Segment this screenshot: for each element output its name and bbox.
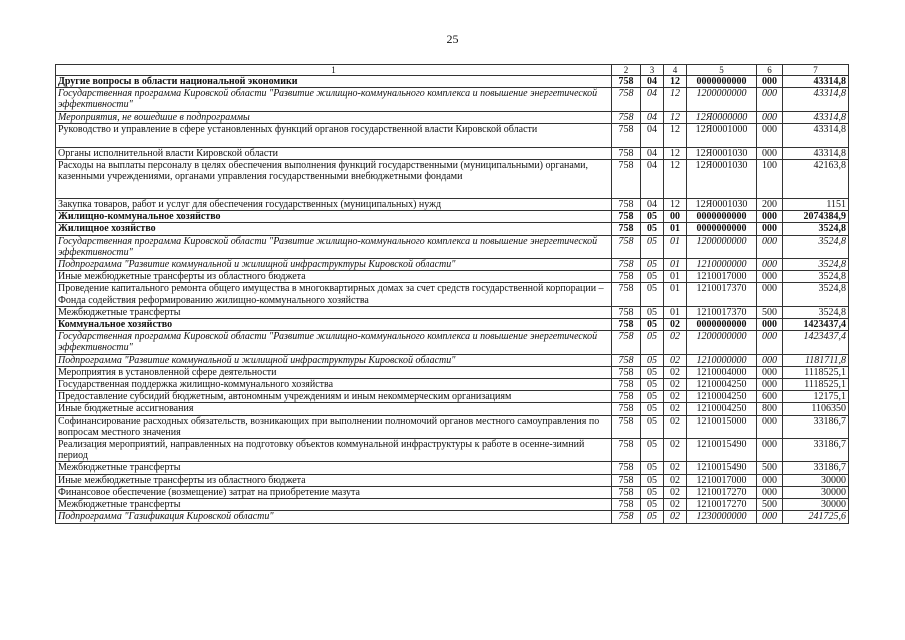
target-article-code-cell: 1210004250 (687, 403, 757, 415)
section-code-cell: 04 (641, 160, 664, 199)
amount-cell: 30000 (783, 486, 849, 498)
table-row (56, 223, 849, 235)
expense-type-code-cell: 000 (757, 511, 783, 523)
table-row (56, 259, 849, 271)
name-cell: Иные бюджетные ассигнования (56, 403, 612, 415)
expense-type-code-cell: 000 (757, 415, 783, 438)
expense-type-code-cell: 000 (757, 354, 783, 366)
gr-code-cell: 758 (612, 147, 641, 159)
subsection-code-cell: 12 (664, 76, 687, 88)
amount-cell: 1151 (783, 199, 849, 211)
expense-type-code-cell: 000 (757, 88, 783, 111)
table-row (56, 160, 849, 199)
table-row (56, 211, 849, 223)
target-article-code-cell: 1210017270 (687, 499, 757, 511)
expense-type-code-cell: 000 (757, 319, 783, 331)
table-row (56, 123, 849, 147)
table-row (56, 76, 849, 88)
subsection-code-cell: 02 (664, 331, 687, 354)
name-cell: Финансовое обеспечение (возмещение) затрат на приобретение мазута (56, 486, 612, 498)
table-row (56, 354, 849, 366)
expense-type-code-cell: 000 (757, 123, 783, 147)
amount-cell: 241725,6 (783, 511, 849, 523)
page-number: 25 (446, 32, 459, 46)
expense-type-code-cell: 000 (757, 474, 783, 486)
target-article-code-cell: 1210004250 (687, 391, 757, 403)
subsection-code-cell: 01 (664, 306, 687, 318)
expense-type-code-cell: 000 (757, 211, 783, 223)
gr-code-cell: 758 (612, 439, 641, 462)
expense-type-code-cell: 800 (757, 403, 783, 415)
section-code-cell: 05 (641, 462, 664, 474)
gr-code-cell: 758 (612, 486, 641, 498)
column-header: 6 (757, 65, 783, 76)
expense-type-code-cell: 000 (757, 111, 783, 123)
table-row (56, 439, 849, 462)
table-row (56, 415, 849, 438)
amount-cell: 3524,8 (783, 235, 849, 258)
table-row (56, 271, 849, 283)
section-code-cell: 05 (641, 379, 664, 391)
table-row (56, 88, 849, 111)
expense-type-code-cell: 500 (757, 462, 783, 474)
amount-cell: 1181711,8 (783, 354, 849, 366)
section-code-cell: 04 (641, 147, 664, 159)
subsection-code-cell: 02 (664, 486, 687, 498)
gr-code-cell: 758 (612, 462, 641, 474)
gr-code-cell: 758 (612, 88, 641, 111)
gr-code-cell: 758 (612, 499, 641, 511)
name-cell: Другие вопросы в области национальной экономики (56, 76, 612, 88)
target-article-code-cell: 1210000000 (687, 259, 757, 271)
target-article-code-cell: 1210017000 (687, 271, 757, 283)
gr-code-cell: 758 (612, 160, 641, 199)
section-code-cell: 05 (641, 331, 664, 354)
amount-cell: 3524,8 (783, 306, 849, 318)
section-code-cell: 05 (641, 391, 664, 403)
section-code-cell: 05 (641, 271, 664, 283)
subsection-code-cell: 02 (664, 511, 687, 523)
name-cell: Реализация мероприятий, направленных на подготовку объектов коммунальной инфраструктуры к работе в осенне-зимний период (56, 439, 612, 462)
name-cell: Государственная поддержка жилищно-коммунального хозяйства (56, 379, 612, 391)
table-row (56, 331, 849, 354)
table-row (56, 462, 849, 474)
expense-type-code-cell: 600 (757, 391, 783, 403)
name-cell: Коммунальное хозяйство (56, 319, 612, 331)
name-cell: Межбюджетные трансферты (56, 499, 612, 511)
amount-cell: 3524,8 (783, 223, 849, 235)
subsection-code-cell: 01 (664, 283, 687, 306)
column-header: 7 (783, 65, 849, 76)
name-cell: Жилищно-коммунальное хозяйство (56, 211, 612, 223)
table-row (56, 379, 849, 391)
target-article-code-cell: 12Я0001030 (687, 199, 757, 211)
column-header: 2 (612, 65, 641, 76)
table-row (56, 199, 849, 211)
section-code-cell: 04 (641, 88, 664, 111)
name-cell: Государственная программа Кировской области "Развитие жилищно-коммунального комплекса и повышение энергетической эффективности" (56, 235, 612, 258)
target-article-code-cell: 1210000000 (687, 354, 757, 366)
column-header: 1 (56, 65, 612, 76)
name-cell: Жилищное хозяйство (56, 223, 612, 235)
subsection-code-cell: 12 (664, 88, 687, 111)
section-code-cell: 05 (641, 235, 664, 258)
expense-type-code-cell: 000 (757, 259, 783, 271)
column-header: 4 (664, 65, 687, 76)
table-body (56, 76, 849, 524)
amount-cell: 43314,8 (783, 88, 849, 111)
section-code-cell: 05 (641, 511, 664, 523)
amount-cell: 1118525,1 (783, 366, 849, 378)
expense-type-code-cell: 000 (757, 379, 783, 391)
subsection-code-cell: 02 (664, 379, 687, 391)
amount-cell: 2074384,9 (783, 211, 849, 223)
subsection-code-cell: 01 (664, 223, 687, 235)
target-article-code-cell: 1210004000 (687, 366, 757, 378)
subsection-code-cell: 02 (664, 474, 687, 486)
gr-code-cell: 758 (612, 511, 641, 523)
amount-cell: 30000 (783, 474, 849, 486)
table-row (56, 235, 849, 258)
budget-table (55, 64, 849, 524)
name-cell: Руководство и управление в сфере установленных функций органов государственной власти Кировской области (56, 123, 612, 147)
gr-code-cell: 758 (612, 379, 641, 391)
expense-type-code-cell: 000 (757, 331, 783, 354)
gr-code-cell: 758 (612, 306, 641, 318)
subsection-code-cell: 02 (664, 439, 687, 462)
amount-cell: 43314,8 (783, 111, 849, 123)
name-cell: Расходы на выплаты персоналу в целях обеспечения выполнения функций государственными (муниципальными) органами, казенными учреждениями, органами управления государственными внебюджетными фондами (56, 160, 612, 199)
target-article-code-cell: 12Я0000000 (687, 111, 757, 123)
target-article-code-cell: 1210004250 (687, 379, 757, 391)
target-article-code-cell: 1210017270 (687, 486, 757, 498)
expense-type-code-cell: 500 (757, 499, 783, 511)
amount-cell: 1423437,4 (783, 319, 849, 331)
gr-code-cell: 758 (612, 391, 641, 403)
section-code-cell: 05 (641, 223, 664, 235)
subsection-code-cell: 01 (664, 259, 687, 271)
target-article-code-cell: 12Я0001030 (687, 160, 757, 199)
expense-type-code-cell: 000 (757, 366, 783, 378)
amount-cell: 1423437,4 (783, 331, 849, 354)
target-article-code-cell: 1200000000 (687, 235, 757, 258)
gr-code-cell: 758 (612, 199, 641, 211)
target-article-code-cell: 1210015490 (687, 439, 757, 462)
section-code-cell: 05 (641, 319, 664, 331)
table-row (56, 111, 849, 123)
gr-code-cell: 758 (612, 259, 641, 271)
gr-code-cell: 758 (612, 76, 641, 88)
name-cell: Государственная программа Кировской области "Развитие жилищно-коммунального комплекса и повышение энергетической эффективности" (56, 331, 612, 354)
expense-type-code-cell: 000 (757, 235, 783, 258)
column-number-header-row (56, 65, 849, 76)
subsection-code-cell: 02 (664, 354, 687, 366)
amount-cell: 3524,8 (783, 259, 849, 271)
amount-cell: 43314,8 (783, 76, 849, 88)
table-row (56, 403, 849, 415)
name-cell: Мероприятия в установленной сфере деятельности (56, 366, 612, 378)
expense-type-code-cell: 000 (757, 223, 783, 235)
name-cell: Мероприятия, не вошедшие в подпрограммы (56, 111, 612, 123)
target-article-code-cell: 0000000000 (687, 223, 757, 235)
name-cell: Иные межбюджетные трансферты из областного бюджета (56, 271, 612, 283)
section-code-cell: 04 (641, 76, 664, 88)
gr-code-cell: 758 (612, 331, 641, 354)
target-article-code-cell: 12Я0001030 (687, 147, 757, 159)
gr-code-cell: 758 (612, 474, 641, 486)
name-cell: Софинансирование расходных обязательств, возникающих при выполнении полномочий органов местного самоуправления по вопросам местного значения (56, 415, 612, 438)
expense-type-code-cell: 000 (757, 271, 783, 283)
table-row (56, 319, 849, 331)
section-code-cell: 05 (641, 499, 664, 511)
target-article-code-cell: 1210017370 (687, 306, 757, 318)
subsection-code-cell: 12 (664, 199, 687, 211)
section-code-cell: 05 (641, 439, 664, 462)
table-row (56, 366, 849, 378)
expense-type-code-cell: 000 (757, 283, 783, 306)
gr-code-cell: 758 (612, 403, 641, 415)
section-code-cell: 05 (641, 403, 664, 415)
target-article-code-cell: 0000000000 (687, 319, 757, 331)
column-header: 3 (641, 65, 664, 76)
subsection-code-cell: 02 (664, 319, 687, 331)
target-article-code-cell: 1210015490 (687, 462, 757, 474)
amount-cell: 43314,8 (783, 123, 849, 147)
amount-cell: 3524,8 (783, 283, 849, 306)
amount-cell: 3524,8 (783, 271, 849, 283)
expense-type-code-cell: 200 (757, 199, 783, 211)
section-code-cell: 05 (641, 283, 664, 306)
target-article-code-cell: 0000000000 (687, 211, 757, 223)
target-article-code-cell: 0000000000 (687, 76, 757, 88)
target-article-code-cell: 1210017370 (687, 283, 757, 306)
amount-cell: 33186,7 (783, 415, 849, 438)
subsection-code-cell: 12 (664, 123, 687, 147)
section-code-cell: 05 (641, 259, 664, 271)
amount-cell: 30000 (783, 499, 849, 511)
expense-type-code-cell: 500 (757, 306, 783, 318)
section-code-cell: 05 (641, 486, 664, 498)
target-article-code-cell: 1230000000 (687, 511, 757, 523)
section-code-cell: 05 (641, 415, 664, 438)
section-code-cell: 05 (641, 211, 664, 223)
subsection-code-cell: 02 (664, 462, 687, 474)
gr-code-cell: 758 (612, 123, 641, 147)
target-article-code-cell: 1210015000 (687, 415, 757, 438)
name-cell: Межбюджетные трансферты (56, 306, 612, 318)
name-cell: Органы исполнительной власти Кировской области (56, 147, 612, 159)
table-row (56, 499, 849, 511)
subsection-code-cell: 02 (664, 499, 687, 511)
name-cell: Государственная программа Кировской области "Развитие жилищно-коммунального комплекса и повышение энергетической эффективности" (56, 88, 612, 111)
target-article-code-cell: 1200000000 (687, 331, 757, 354)
subsection-code-cell: 02 (664, 403, 687, 415)
table-row (56, 306, 849, 318)
amount-cell: 1118525,1 (783, 379, 849, 391)
name-cell: Подпрограмма "Развитие коммунальной и жилищной инфраструктуры Кировской области" (56, 354, 612, 366)
target-article-code-cell: 1200000000 (687, 88, 757, 111)
subsection-code-cell: 12 (664, 111, 687, 123)
table-row (56, 511, 849, 523)
target-article-code-cell: 1210017000 (687, 474, 757, 486)
section-code-cell: 05 (641, 354, 664, 366)
gr-code-cell: 758 (612, 283, 641, 306)
section-code-cell: 05 (641, 306, 664, 318)
subsection-code-cell: 02 (664, 415, 687, 438)
gr-code-cell: 758 (612, 354, 641, 366)
subsection-code-cell: 00 (664, 211, 687, 223)
section-code-cell: 05 (641, 474, 664, 486)
gr-code-cell: 758 (612, 211, 641, 223)
name-cell: Иные межбюджетные трансферты из областного бюджета (56, 474, 612, 486)
expense-type-code-cell: 000 (757, 76, 783, 88)
expense-type-code-cell: 000 (757, 147, 783, 159)
amount-cell: 12175,1 (783, 391, 849, 403)
subsection-code-cell: 01 (664, 271, 687, 283)
subsection-code-cell: 02 (664, 391, 687, 403)
subsection-code-cell: 02 (664, 366, 687, 378)
amount-cell: 1106350 (783, 403, 849, 415)
name-cell: Подпрограмма "Развитие коммунальной и жилищной инфраструктуры Кировской области" (56, 259, 612, 271)
gr-code-cell: 758 (612, 223, 641, 235)
gr-code-cell: 758 (612, 366, 641, 378)
table-row (56, 486, 849, 498)
name-cell: Закупка товаров, работ и услуг для обеспечения государственных (муниципальных) нужд (56, 199, 612, 211)
name-cell: Подпрограмма "Газификация Кировской области" (56, 511, 612, 523)
gr-code-cell: 758 (612, 235, 641, 258)
subsection-code-cell: 01 (664, 235, 687, 258)
table-row (56, 391, 849, 403)
name-cell: Проведение капитального ремонта общего имущества в многоквартирных домах за счет средств государственной корпорации – Фонда содействия реформированию жилищно-коммунального хозяйства (56, 283, 612, 306)
column-header: 5 (687, 65, 757, 76)
table-row (56, 147, 849, 159)
amount-cell: 33186,7 (783, 462, 849, 474)
section-code-cell: 04 (641, 123, 664, 147)
amount-cell: 33186,7 (783, 439, 849, 462)
target-article-code-cell: 12Я0001000 (687, 123, 757, 147)
amount-cell: 42163,8 (783, 160, 849, 199)
gr-code-cell: 758 (612, 271, 641, 283)
section-code-cell: 04 (641, 111, 664, 123)
subsection-code-cell: 12 (664, 160, 687, 199)
name-cell: Предоставление субсидий бюджетным, автономным учреждениям и иным некоммерческим организациям (56, 391, 612, 403)
table-row (56, 474, 849, 486)
section-code-cell: 05 (641, 366, 664, 378)
expense-type-code-cell: 100 (757, 160, 783, 199)
gr-code-cell: 758 (612, 111, 641, 123)
subsection-code-cell: 12 (664, 147, 687, 159)
amount-cell: 43314,8 (783, 147, 849, 159)
name-cell: Межбюджетные трансферты (56, 462, 612, 474)
expense-type-code-cell: 000 (757, 439, 783, 462)
gr-code-cell: 758 (612, 415, 641, 438)
section-code-cell: 04 (641, 199, 664, 211)
table-row (56, 283, 849, 306)
expense-type-code-cell: 000 (757, 486, 783, 498)
gr-code-cell: 758 (612, 319, 641, 331)
